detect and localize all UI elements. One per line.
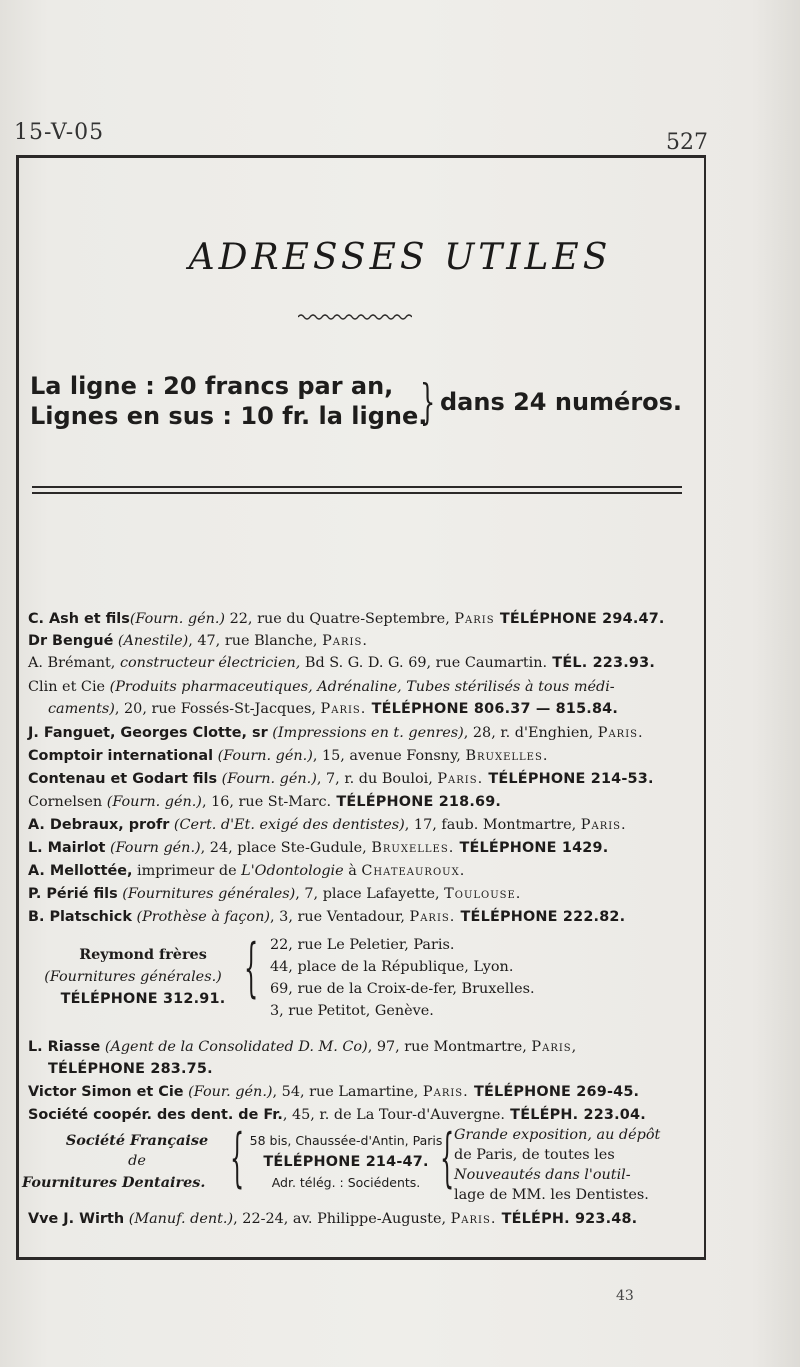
list-item: P. Périé fils (Fournitures générales), 7, place Lafayette, Toulouse. — [28, 886, 522, 902]
sfd-name: Fournitures Dentaires. — [22, 1174, 206, 1191]
sfd-note: Grande exposition, au dépôt — [454, 1127, 661, 1143]
reymond-address: 3, rue Petitot, Genève. — [270, 1003, 434, 1019]
list-item: Dr Bengué (Anestile), 47, rue Blanche, Paris. — [28, 633, 368, 649]
sfd-note: lage de MM. les Dentistes. — [454, 1187, 649, 1203]
bracket: { — [244, 931, 259, 1005]
list-item: Contenau et Godart fils (Fourn. gén.), 7, r. du Bouloi, Paris. TÉLÉPHONE 214-53. — [28, 771, 654, 787]
sfd-tel: TÉLÉPHONE 214-47. — [263, 1154, 429, 1170]
reymond-address: 69, rue de la Croix-de-fer, Bruxelles. — [270, 981, 535, 997]
rate-line-2: Lignes en sus : 10 fr. la ligne. — [30, 402, 428, 430]
page-title: ADRESSES UTILES — [188, 237, 612, 278]
brace: } — [420, 374, 436, 430]
double-rule — [32, 486, 682, 494]
sfd-block — [22, 1121, 688, 1203]
rate-line-1: La ligne : 20 francs par an, — [30, 372, 394, 400]
list-item: A. Brémant, constructeur électricien, Bd S. G. D. G. 69, rue Caumartin. TÉL. 223.93. — [28, 655, 655, 671]
sfd-name: Société Française — [65, 1132, 209, 1149]
list-item-continued: TÉLÉPHONE 283.75. — [48, 1061, 213, 1077]
list-item: L. Mairlot (Fourn gén.), 24, place Ste-Gudule, Bruxelles. TÉLÉPHONE 1429. — [28, 840, 609, 856]
list-item: Société coopér. des dent. de Fr., 45, r. de La Tour-d'Auvergne. TÉLÉPH. 223.04. — [28, 1107, 646, 1123]
sfd-note: Nouveautés dans l'outil- — [454, 1167, 631, 1183]
signature-mark: 43 — [616, 1288, 634, 1304]
sfd-telegraph: Adr. télég. : Sociédents. — [271, 1175, 421, 1190]
ornament-squiggle — [298, 312, 412, 322]
list-item: Vve J. Wirth (Manuf. dent.), 22-24, av. Philippe-Auguste, Paris. TÉLÉPH. 923.48. — [28, 1211, 638, 1227]
sfd-address: 58 bis, Chaussée-d'Antin, Paris — [249, 1133, 443, 1148]
list-item: Cornelsen (Fourn. gén.), 16, rue St-Marc. TÉLÉPHONE 218.69. — [28, 794, 502, 810]
list-item: J. Fanguet, Georges Clotte, sr (Impressions en t. genres), 28, r. d'Enghien, Paris. — [28, 725, 644, 741]
bracket: { — [440, 1121, 455, 1195]
list-item: A. Mellottée, imprimeur de L'Odontologie à Chateauroux. — [28, 863, 466, 879]
list-item: A. Debraux, profr (Cert. d'Et. exigé des dentistes), 17, faub. Montmartre, Paris. — [28, 817, 627, 833]
sfd-note: de Paris, de toutes les — [454, 1147, 615, 1163]
reymond-block — [28, 931, 688, 1026]
reymond-name: Reymond frères — [79, 946, 207, 963]
rate-right: dans 24 numéros. — [440, 388, 683, 416]
list-item: Comptoir international (Fourn. gén.), 15, avenue Fonsny, Bruxelles. — [28, 748, 549, 764]
reymond-type: (Fournitures générales.) — [44, 969, 222, 985]
rates-block — [30, 372, 700, 442]
list-item: Victor Simon et Cie (Four. gén.), 54, rue Lamartine, Paris. TÉLÉPHONE 269-45. — [28, 1084, 640, 1100]
reymond-address: 22, rue Le Peletier, Paris. — [270, 937, 455, 953]
list-item: B. Platschick (Prothèse à façon), 3, rue Ventadour, Paris. TÉLÉPHONE 222.82. — [28, 909, 626, 925]
list-item-continued: caments), 20, rue Fossés-St-Jacques, Paris. TÉLÉPHONE 806.37 — 815.84. — [48, 701, 619, 717]
date-stamp: 15-V-05 — [14, 120, 105, 145]
list-item: L. Riasse (Agent de la Consolidated D. M. Co), 97, rue Montmartre, Paris, — [28, 1039, 578, 1055]
bracket: { — [230, 1121, 245, 1195]
sfd-name: de — [128, 1153, 146, 1169]
reymond-tel: TÉLÉPHONE 312.91. — [60, 991, 226, 1007]
reymond-address: 44, place de la République, Lyon. — [270, 959, 514, 975]
list-item: C. Ash et fils(Fourn. gén.) 22, rue du Quatre-Septembre, Paris TÉLÉPHONE 294.47. — [28, 611, 665, 627]
page-number: 527 — [666, 130, 708, 155]
list-item: Clin et Cie (Produits pharmaceutiques, Adrénaline, Tubes stérilisés à tous médi- — [28, 679, 615, 695]
